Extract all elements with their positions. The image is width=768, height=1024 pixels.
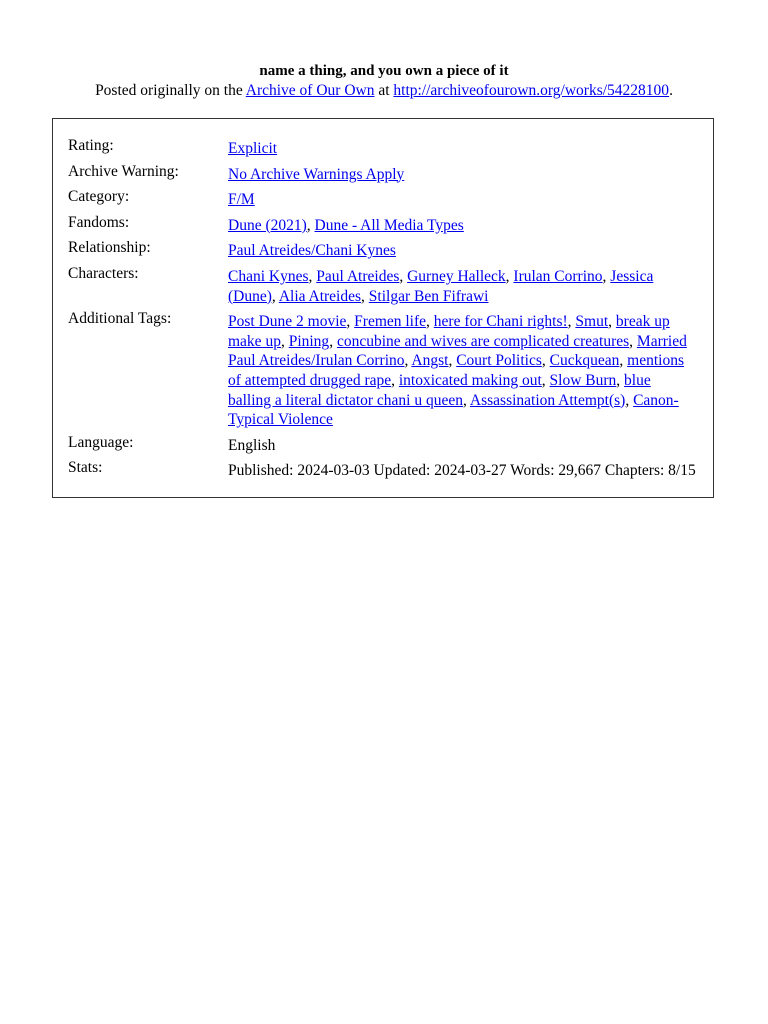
- meta-row-characters: [68, 264, 697, 306]
- category-label: Category:: [68, 188, 130, 206]
- tag-link[interactable]: Alia Atreides: [278, 287, 362, 305]
- tag-link[interactable]: Gurney Halleck: [407, 267, 506, 285]
- tag-link[interactable]: blue balling a literal dictator chani u queen: [228, 371, 651, 409]
- meta-row-language: [68, 433, 697, 456]
- tag-link[interactable]: Paul Atreides/Chani Kynes: [228, 242, 396, 260]
- rating-label: Rating:: [68, 137, 114, 154]
- tag-link[interactable]: intoxicated making out: [398, 371, 542, 389]
- stats-value: Published: 2024-03-03 Updated: 2024-03-27 Words: 29,667 Chapters: 8/15: [228, 462, 696, 480]
- tag-link[interactable]: Canon-Typical Violence: [228, 391, 679, 429]
- tag-link[interactable]: Assassination Attempt(s): [469, 391, 626, 409]
- tag-link[interactable]: concubine and wives are complicated creatures: [336, 332, 630, 350]
- tag-link[interactable]: Post Dune 2 movie: [228, 313, 347, 331]
- relationship-label: Relationship:: [68, 239, 151, 257]
- work-title: name a thing, and you own a piece of it: [259, 63, 509, 79]
- meta-row-tags: [68, 309, 697, 430]
- warning-label: Archive Warning:: [68, 162, 179, 180]
- tag-link[interactable]: Smut: [575, 313, 609, 331]
- meta-row-category: [68, 187, 697, 210]
- meta-row-warning: [68, 162, 697, 185]
- work-url-link[interactable]: http://archiveofourown.org/works/54228100: [393, 82, 670, 99]
- meta-row-stats: [68, 458, 697, 481]
- tag-link[interactable]: mentions of attempted drugged rape: [228, 352, 684, 389]
- tags-label: Additional Tags:: [68, 310, 172, 328]
- tag-link[interactable]: No Archive Warnings Apply: [228, 165, 405, 183]
- posted-mid: at: [374, 82, 394, 99]
- category-value: [228, 187, 697, 210]
- tag-link[interactable]: Jessica (Dune): [228, 267, 654, 305]
- tag-link[interactable]: here for Chani rights!: [433, 313, 568, 331]
- work-meta-box: [52, 118, 714, 498]
- fandoms-value: Dune (2021), Dune - All Media Types: [228, 216, 464, 234]
- tag-link[interactable]: Angst: [411, 352, 449, 370]
- tag-link[interactable]: Fremen life: [354, 313, 427, 331]
- work-header: [0, 62, 768, 101]
- tag-link[interactable]: Court Politics: [456, 352, 542, 370]
- tag-link[interactable]: Paul Atreides: [316, 267, 400, 285]
- posted-prefix: Posted originally on the: [95, 82, 246, 99]
- archive-link[interactable]: Archive of Our Own: [245, 82, 375, 99]
- warning-value: [228, 162, 697, 185]
- language-value: English: [228, 436, 276, 454]
- tag-link[interactable]: Pining: [288, 332, 330, 350]
- meta-row-relationship: [68, 238, 697, 261]
- posted-suffix: .: [669, 82, 673, 99]
- language-label: Language:: [68, 433, 134, 451]
- stats-label: Stats:: [68, 459, 103, 477]
- characters-value: Chani Kynes, Paul Atreides, Gurney Halleck, Irulan Corrino, Jessica (Dune), Alia Atreides, Stilgar Ben Fifrawi: [228, 267, 654, 305]
- meta-row-rating: [68, 136, 697, 159]
- characters-label: Characters:: [68, 264, 139, 282]
- tag-link[interactable]: Slow Burn: [549, 371, 617, 389]
- tag-link[interactable]: Stilgar Ben Fifrawi: [368, 287, 489, 305]
- tag-link[interactable]: Cuckquean: [549, 352, 620, 370]
- rating-value: [228, 136, 697, 159]
- tag-link[interactable]: Married Paul Atreides/Irulan Corrino: [228, 332, 687, 370]
- tag-link[interactable]: break up make up: [228, 313, 670, 350]
- fandoms-label: Fandoms:: [68, 213, 130, 231]
- tags-value: Post Dune 2 movie, Fremen life, here for Chani rights!, Smut, break up make up, Pining, concubine and wives are complicated creatures, Married Paul Atreides/Irulan Corrino, Angst, Court Politics, Cuckquean, mentions of attempted drugged rape, intoxicated making out, Slow Burn, blue balling a literal dictator chani u queen, Assassination Attempt(s), Canon-Typical Violence: [228, 313, 687, 429]
- tag-link[interactable]: Dune - All Media Types: [314, 216, 464, 234]
- relationship-value: [228, 238, 697, 261]
- tag-link[interactable]: Irulan Corrino: [513, 267, 603, 285]
- tag-link[interactable]: Explicit: [228, 140, 278, 157]
- tag-link[interactable]: Chani Kynes: [228, 267, 309, 285]
- tag-link[interactable]: Dune (2021): [228, 216, 307, 234]
- tag-link[interactable]: F/M: [228, 191, 255, 209]
- posted-line: [0, 81, 768, 101]
- meta-row-fandoms: [68, 213, 697, 236]
